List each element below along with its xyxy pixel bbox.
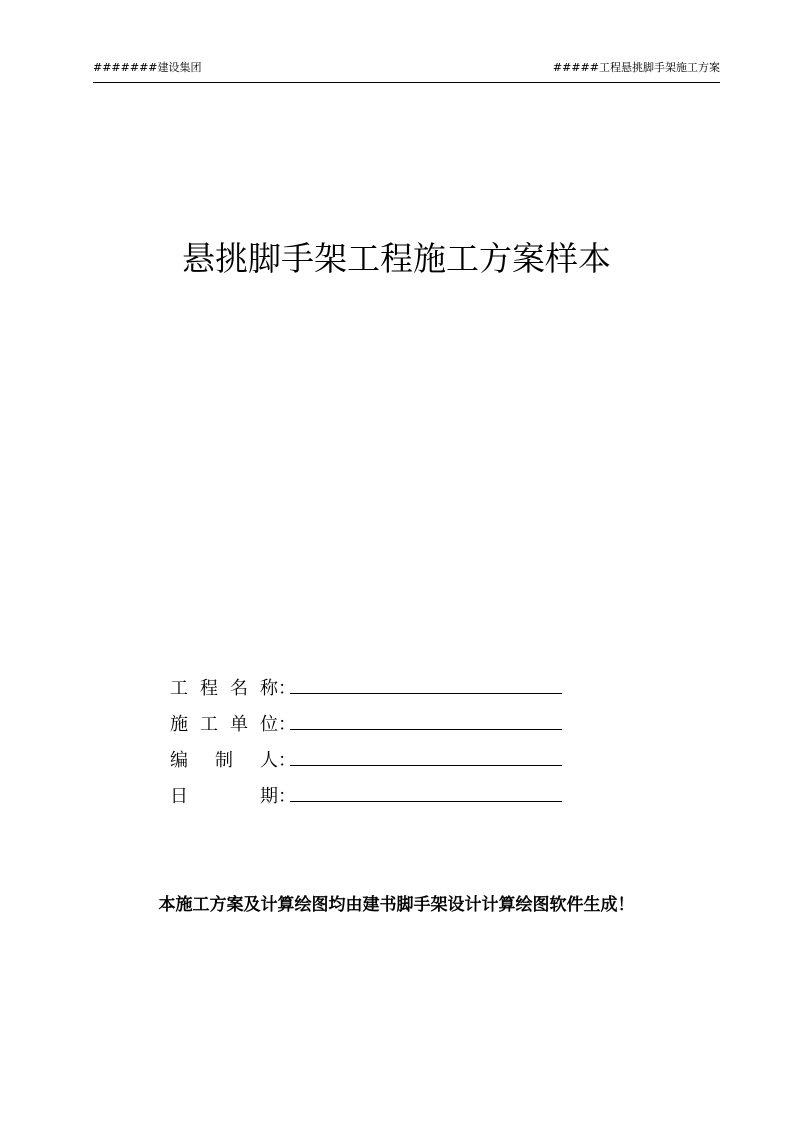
software-notice: 本施工方案及计算绘图均由建书脚手架设计计算绘图软件生成！ (158, 895, 635, 915)
field-input-line[interactable] (290, 693, 562, 694)
field-construction-unit: 施 工 单 位 ： (170, 708, 570, 744)
header-document-title: #####工程悬挑脚手架施工方案 (552, 61, 720, 74)
field-input-line[interactable] (290, 765, 562, 766)
field-input-line[interactable] (290, 801, 562, 802)
field-date: 日 期 ： (170, 780, 570, 816)
header-company: #######建设集团 (93, 61, 202, 74)
page-header (93, 57, 720, 83)
field-author: 编 制 人 ： (170, 744, 570, 780)
field-input-line[interactable] (290, 729, 562, 730)
cover-fields (170, 672, 570, 816)
document-title: 悬挑脚手架工程施工方案样本 (182, 239, 611, 278)
field-project-name: 工 程 名 称 ： (170, 672, 570, 708)
